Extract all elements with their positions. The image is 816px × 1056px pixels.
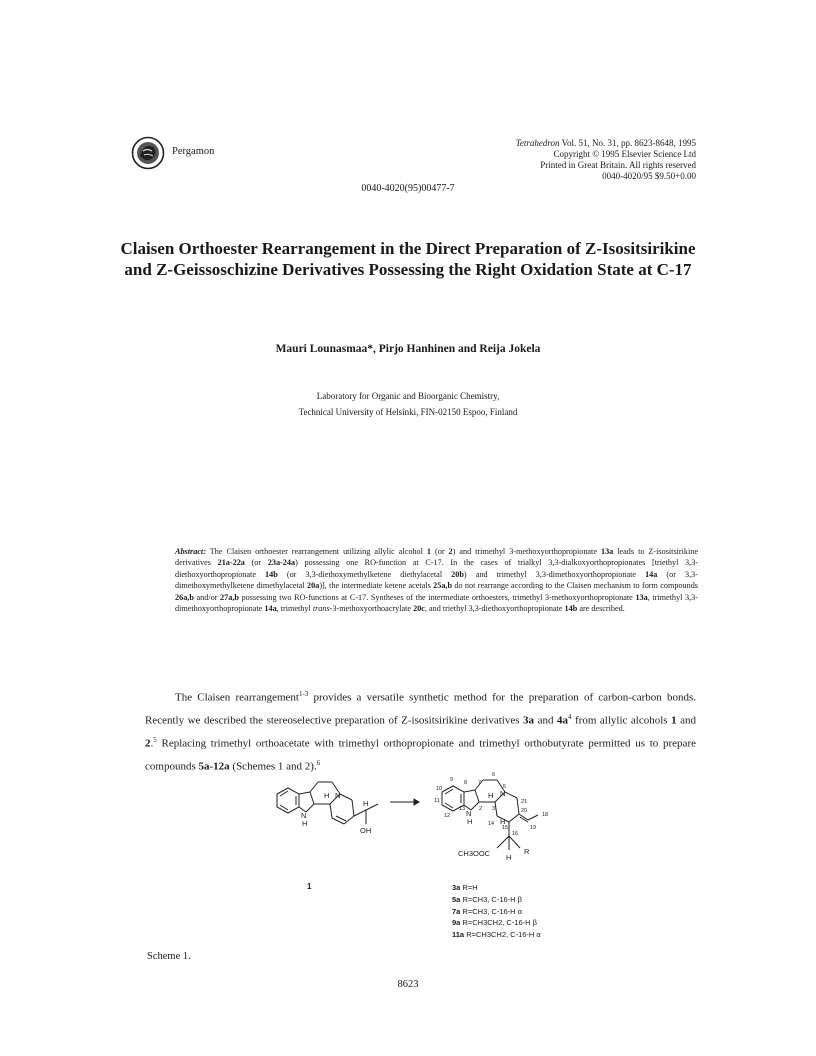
svg-text:5: 5: [503, 784, 507, 790]
journal-citation: Tetrahedron Vol. 51, No. 31, pp. 8623-8648, 1995: [515, 138, 696, 148]
svg-text:H: H: [500, 817, 506, 826]
legend-row: 11a R=CH3CH2, C-16-H α: [452, 930, 541, 940]
svg-text:21: 21: [521, 799, 528, 805]
legend-row: 3a R=H: [452, 883, 478, 892]
legend-row: 7a R=CH3, C-16-H α: [452, 906, 522, 916]
svg-text:3: 3: [492, 806, 496, 812]
journal-info: [516, 138, 696, 182]
hydrogen-label: H: [324, 791, 330, 800]
scheme-caption: Scheme 1.: [147, 951, 191, 962]
legend-row: 9a R=CH3CH2, C-16-H β: [452, 918, 537, 928]
product-atom-labels: [434, 772, 548, 837]
hydrogen-label: H: [302, 819, 308, 828]
r-group-label: R: [524, 847, 530, 856]
svg-text:N: N: [500, 789, 506, 798]
svg-text:6: 6: [492, 772, 496, 778]
ester-group-label: CH3OOC: [458, 849, 491, 858]
svg-text:2: 2: [479, 806, 483, 812]
reference-superscript: 5: [153, 736, 157, 745]
printed-line: Printed in Great Britain. All rights reserved: [540, 160, 696, 170]
svg-text:9: 9: [450, 777, 454, 783]
compound-1-label: 1: [307, 882, 312, 891]
reference-superscript: 4: [567, 713, 572, 722]
body-paragraph: The Claisen rearrangement$^{1-3}$ provides a versatile synthetic method for the preparation of carbon-carbon bonds. Recently we described the stereoselective preparation of Z-isositsirikine derivatives 3a and $4a^4$ from allylic alcohols 1 and 2.$^5$ Replacing trimethyl orthoacetate with trimethyl orthopropionate and trimethyl orthobutyrate permitted us to prepare compounds 5a-12a (Schemes 1 and 2).$^6$: [145, 690, 697, 773]
nitrogen-label: N: [335, 791, 341, 800]
svg-text:H: H: [488, 791, 494, 800]
article-doi: 0040-4020(95)00477-7: [361, 183, 455, 194]
author-list: Mauri Lounasmaa*, Pirjo Hanhinen and Reija Jokela: [275, 343, 541, 355]
svg-text:7: 7: [478, 780, 482, 786]
svg-text:N: N: [466, 809, 472, 818]
journal-name: Tetrahedron: [515, 138, 560, 148]
reference-superscript: 6: [316, 759, 321, 768]
scheme-1-structures: [262, 770, 562, 900]
hydrogen-label: H: [363, 799, 369, 808]
copyright-line: Copyright © 1995 Elsevier Science Ltd: [553, 149, 696, 159]
svg-text:16: 16: [512, 831, 519, 837]
svg-text:19: 19: [530, 825, 537, 831]
svg-text:H: H: [506, 853, 512, 862]
svg-text:18: 18: [542, 812, 549, 818]
svg-text:8: 8: [464, 780, 468, 786]
nitrogen-label: N: [301, 811, 307, 820]
article-title: Claisen Orthoester Rearrangement in the Direct Preparation of Z-Isositsirikine and Z-Geissoschizine Derivatives Possessing the Right Oxidation State at C-17: [120, 239, 696, 279]
affiliation: Laboratory for Organic and Bioorganic Chemistry, Technical University of Helsinki, FIN-02150 Espoo, Finland: [298, 391, 518, 417]
svg-text:H: H: [467, 817, 473, 826]
svg-text:12: 12: [444, 813, 451, 819]
publisher-name: Pergamon: [172, 146, 215, 157]
svg-text:14: 14: [488, 821, 495, 827]
reference-superscript: 1-3: [298, 690, 309, 698]
legend-row: 5a R=CH3, C-16-H β: [452, 894, 522, 904]
svg-text:15: 15: [502, 825, 509, 831]
hydroxyl-label: OH: [360, 826, 372, 835]
reaction-arrow: [390, 799, 419, 805]
page-number: 8623: [397, 979, 419, 990]
abstract: Abstract: The Claisen orthoester rearrangement utilizing allylic alcohol 1 (or 2) and trimethyl 3-methoxyorthopropionate 13a leads to Z-isositsirikine derivatives 21a-22a (or 23a-24a) possessing one RO-function at C-17. In the cases of trialkyl 3,3-dialkoxyorthopropionates [triethyl 3,3-diethoxyorthopropionate 14b (or 3,3-diethoxymethylketene diethylacetal 20b) and trimethyl 3,3-dimethoxyorthopropionate 14a (or 3,3-dimethoxymethylketene dimethylacetal 20a)], the intermediate ketene acetals 25a,b do not rearrange according to the Claisen mechanism to form compounds 26a,b and/or 27a,b possessing two RO-functions at C-17. Syntheses of the intermediate orthoesters, trimethyl 3-methoxyorthopropionate 13a, trimethyl 3,3-dimethoxyorthopropionate 14a, trimethyl trans-3-methoxyorthoacrylate 20c, and triethyl 3,3-diethoxyorthopropionate 14b are described.: [175, 547, 699, 614]
price-code: 0040-4020/95 $9.50+0.00: [602, 171, 696, 181]
abstract-label: Abstract:: [175, 547, 206, 556]
svg-text:10: 10: [436, 786, 443, 792]
svg-text:13: 13: [459, 806, 466, 812]
scheme-legend: [452, 882, 541, 941]
svg-text:11: 11: [434, 798, 440, 804]
svg-text:20: 20: [521, 808, 528, 814]
pergamon-logo-icon: [131, 136, 165, 170]
